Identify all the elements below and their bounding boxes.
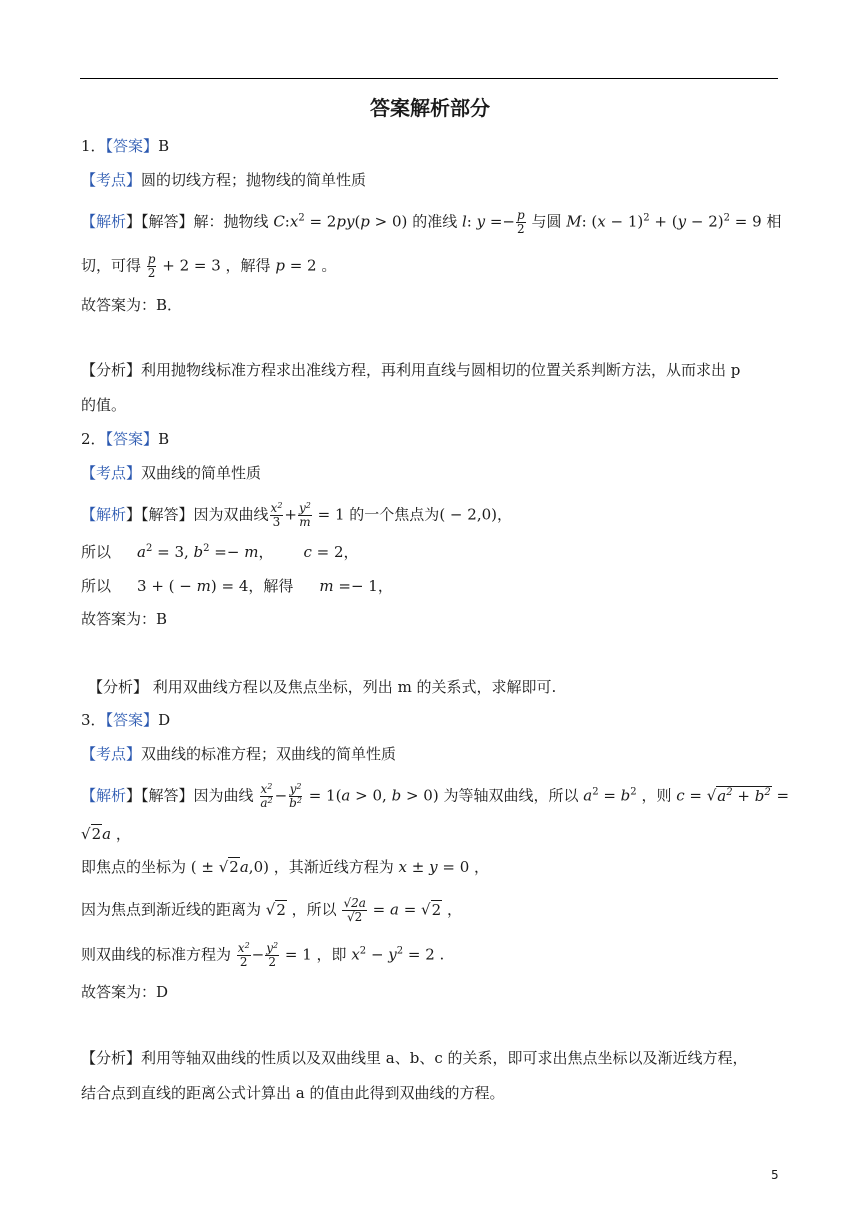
header-rule [80,78,778,79]
q1-answer: B [158,137,170,155]
q3-solution-line-5: 则双曲线的标准方程为 $\frac{x^2}{2}$ − $\frac{y^2}{2}$ = 1 ，即 $x^2 - y^2 = 2$ . [81,941,445,969]
q1-sol-text: 切，可得 [81,256,146,275]
q2-sol-text: 因为双曲线 [193,505,269,524]
q1-sol-text: 相 [766,212,782,231]
q3-kaodian: 双曲线的标准方程；双曲线的简单性质 [141,745,397,763]
q3-final-eq: x [351,945,360,964]
q1-fenxi-1: 利用抛物线标准方程求出准线方程，再利用直线与圆相切的位置关系判断方法，从而求出 p [141,361,741,379]
q3-sol-text: 为等轴双曲线，所以 [443,786,584,805]
q2-focus: ( − 2,0)， [439,505,512,524]
q2-answer-line [81,429,169,449]
q1-conclusion: 故答案为：B． [81,296,183,314]
q1-jieda-tag: 】【解答】 [126,212,194,231]
q1-directrix-eq: l [461,212,467,231]
q2-suoyi-line-2: 所以 3 + ( − m) = 4，解得 m =− 1， [81,577,393,595]
q3-standard-eq: $\frac{x^2}{2}$ [237,941,250,969]
q1-fenxi-line-1 [81,360,740,380]
q1-jiexi-tag: 【解析 [81,212,127,231]
q1-solution-line-2: 切，可得 $\frac{p}{2}$ + 2 = 3 ，解得 p = 2 。 [81,252,337,280]
q3-jieda-tag: 】【解答】 [126,786,194,805]
q2-answer-tag: 【答案】 [105,430,159,448]
q3-sol-text: 因为曲线 [193,786,259,805]
q2-fenxi-tag: 【分析】 [88,678,149,696]
q3-answer-line [81,710,170,730]
q3-solution-line-2: √2a ， [81,825,131,843]
q3-kaodian-tag: 【考点】 [81,745,142,763]
q2-jiede: ，解得 [248,577,294,595]
q3-number: 3． [81,711,106,729]
q3-conclusion: 故答案为：D [81,983,169,1001]
q2-suoyi-line-1: 所以 $a^2 = 3$, $b^2 =- m$， c = 2， [81,543,359,561]
q3-solution-line-1: 【解析】【解答】因为曲线 $\frac{x^2}{a^2}$ − $\frac{y^2}{b^2}$ = 1(a > 0, b > 0) 为等轴双曲线，所以 $a^2 = b^2$ ，则 $c = √a^2 + b^2$ = [81,782,790,810]
q3-solution-line-3: 即焦点的坐标为 ( ± √2a,0) ，其渐近线方程为 x ± y = 0 ， [81,858,490,876]
q3-distance-eq: $\frac{√2a}{√2}$ [343,896,366,924]
q3-focus-coord: ( ± √ [190,858,229,876]
q2-suoyi: 所以 [81,543,112,561]
q2-solution-line-1: 【解析】【解答】因为双曲线 $\frac{x^2}{3}$ + $\frac{y^2}{m}$ = 1 的一个焦点为( − 2,0)， [81,501,512,529]
q1-sol-text: 。 [321,256,337,275]
q2-hyperbola-eq: $\frac{x^2}{3}$ [270,501,283,529]
q3-sol-text: ，即 [316,945,352,964]
q1-fenxi-tag: 【分析】 [81,361,142,379]
q1-kaodian-line [81,170,366,190]
q3-sol-text: 即焦点的坐标为 [81,858,191,876]
q1-sol-text: 的准线 [412,212,462,231]
q3-fenxi-tag: 【分析】 [81,1049,142,1067]
q2-fenxi: 利用双曲线方程以及焦点坐标，列出 m 的关系式，求解即可. [152,678,557,696]
page-number: 5 [771,1168,779,1182]
q3-sol-text: ，所以 [291,900,342,919]
q1-fenxi-2: 的值。 [81,396,127,414]
q1-solution-line-1: 【解析】【解答】解：抛物线 $C:x^2 = 2py(p > 0)$ 的准线 l: y =− $\frac{p}{2}$ 与圆 M: $(x - 1)^2 + (y - 2)^2 = 9$ 相 [81,208,782,236]
q2-suoyi: 所以 [81,577,112,595]
q2-kaodian-tag: 【考点】 [81,464,142,482]
q3-equal-axis: a [583,786,593,805]
q1-answer-tag: 【答案】 [105,137,159,155]
q2-number: 2． [81,430,106,448]
q3-sol-text: ，其渐近线方程为 [273,858,399,876]
q2-conclusion: 故答案为：B [81,610,168,628]
q1-p-value: p [275,256,285,275]
q2-fenxi-line [88,677,556,697]
q1-sol-text: 与圆 [531,212,567,231]
q3-curve-eq: $\frac{x^2}{a^2}$ [260,782,273,810]
page-title: 答案解析部分 [370,96,490,120]
q2-answer: B [158,430,170,448]
q1-tangent-eq: $\frac{p}{2}$ [147,252,156,280]
q2-jiexi-tag: 【解析 [81,505,127,524]
q2-sol-text: 的一个焦点为 [349,505,440,524]
q3-kaodian-line [81,744,396,764]
q1-sol-text: 解：抛物线 [193,212,274,231]
q3-c-eq: c [676,786,685,805]
q2-jieda-tag: 】【解答】 [126,505,194,524]
q2-kaodian-line [81,463,261,483]
q3-solution-line-4: 因为焦点到渐近线的距离为 √2 ，所以 $\frac{√2a}{√2}$ = a = √2 ， [81,896,462,924]
q3-sol-text: 因为焦点到渐近线的距离为 [81,900,266,919]
q1-kaodian-tag: 【考点】 [81,171,142,189]
q3-jiexi-tag: 【解析 [81,786,127,805]
q3-fenxi-line-1 [81,1048,748,1068]
q1-parabola-eq: C [273,212,285,231]
q2-kaodian: 双曲线的简单性质 [141,464,262,482]
q3-sol-text: 则双曲线的标准方程为 [81,945,236,964]
q1-sol-text: ，解得 [225,256,276,275]
q3-fenxi-2: 结合点到直线的距离公式计算出 a 的值由此得到双曲线的方程。 [81,1084,505,1102]
q1-circle-eq: M [566,212,582,231]
q1-kaodian: 圆的切线方程；抛物线的简单性质 [141,171,367,189]
q3-answer-tag: 【答案】 [105,711,159,729]
q3-sol-text: ，则 [641,786,677,805]
q3-fenxi-1: 利用等轴双曲线的性质以及双曲线里 a、b、c 的关系，即可求出焦点坐标以及渐近线方程， [141,1049,748,1067]
q3-answer: D [158,711,171,729]
q1-answer-line [81,136,169,156]
q1-number: 1． [81,137,106,155]
q3-asymptote-eq: x [398,858,407,876]
